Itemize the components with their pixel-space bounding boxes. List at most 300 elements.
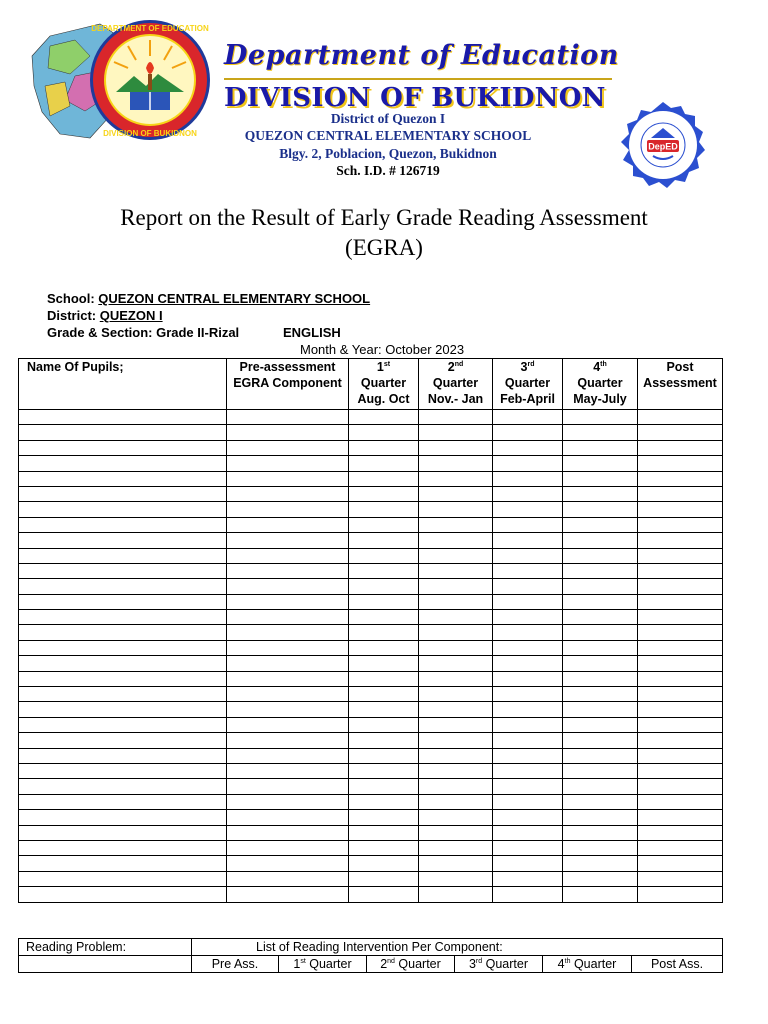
pupil-cell[interactable] (563, 579, 638, 594)
col-header-q4: 4th Quarter May-July (563, 359, 638, 410)
pupil-cell[interactable] (493, 594, 563, 609)
col-q3: 3rd Quarter (455, 956, 543, 973)
pupil-cell[interactable] (419, 410, 493, 425)
pupil-cell[interactable] (227, 748, 349, 763)
pupil-cell[interactable] (349, 733, 419, 748)
pupil-cell[interactable] (563, 502, 638, 517)
col-header-q1: 1st Quarter Aug. Oct (349, 359, 419, 410)
pupil-cell[interactable] (563, 779, 638, 794)
pupil-cell[interactable] (493, 440, 563, 455)
pupil-cell[interactable] (19, 579, 227, 594)
pupil-cell[interactable] (349, 456, 419, 471)
pupil-cell[interactable] (419, 625, 493, 640)
pupil-cell[interactable] (638, 456, 723, 471)
pupil-cell[interactable] (19, 425, 227, 440)
pupil-cell[interactable] (638, 748, 723, 763)
pupil-cell[interactable] (563, 702, 638, 717)
pupil-cell[interactable] (563, 748, 638, 763)
pupil-cell[interactable] (638, 702, 723, 717)
pupil-cell[interactable] (349, 871, 419, 886)
pupil-cell[interactable] (419, 440, 493, 455)
pupil-cell[interactable] (493, 640, 563, 655)
pupil-cell[interactable] (563, 548, 638, 563)
pupil-row (19, 410, 723, 425)
pupil-cell[interactable] (493, 502, 563, 517)
pupil-cell[interactable] (349, 425, 419, 440)
pupil-cell[interactable] (638, 671, 723, 686)
grade-section-line (47, 325, 239, 340)
pupil-row (19, 440, 723, 455)
pupil-cell[interactable] (419, 794, 493, 809)
pupil-cell[interactable] (349, 748, 419, 763)
pupil-cell[interactable] (349, 887, 419, 902)
pupil-cell[interactable] (563, 687, 638, 702)
reading-problem-cell (19, 956, 192, 973)
pupil-cell[interactable] (349, 548, 419, 563)
pupil-cell[interactable] (419, 548, 493, 563)
pupil-cell[interactable] (638, 794, 723, 809)
pupil-cell[interactable] (19, 610, 227, 625)
pupil-row (19, 579, 723, 594)
pupil-cell[interactable] (227, 610, 349, 625)
pupil-row (19, 763, 723, 778)
pupil-cell[interactable] (563, 471, 638, 486)
grade-section: Grade & Section: Grade II-Rizal (47, 325, 240, 340)
pupil-cell[interactable] (563, 856, 638, 871)
pupil-cell[interactable] (227, 825, 349, 840)
pupil-cell[interactable] (227, 810, 349, 825)
pupil-cell[interactable] (493, 748, 563, 763)
intervention-title: List of Reading Intervention Per Component: (192, 939, 723, 956)
pupil-row (19, 548, 723, 563)
pupil-cell[interactable] (227, 779, 349, 794)
pupil-cell[interactable] (563, 733, 638, 748)
pupil-cell[interactable] (419, 717, 493, 732)
pupil-cell[interactable] (349, 671, 419, 686)
pupil-cell[interactable] (638, 825, 723, 840)
pupil-cell[interactable] (638, 517, 723, 532)
pupil-cell[interactable] (349, 717, 419, 732)
pupil-cell[interactable] (349, 687, 419, 702)
district-line (47, 308, 163, 323)
pupil-cell[interactable] (493, 717, 563, 732)
pupil-cell[interactable] (638, 610, 723, 625)
pupil-cell[interactable] (419, 763, 493, 778)
pupil-cell[interactable] (227, 440, 349, 455)
pupil-cell[interactable] (19, 548, 227, 563)
pupil-cell[interactable] (227, 733, 349, 748)
pupil-cell[interactable] (419, 887, 493, 902)
pupil-row (19, 471, 723, 486)
pupil-cell[interactable] (19, 640, 227, 655)
pupil-cell[interactable] (563, 671, 638, 686)
pupil-row (19, 840, 723, 855)
pupil-cell[interactable] (349, 810, 419, 825)
pupil-cell[interactable] (563, 533, 638, 548)
pupil-cell[interactable] (638, 533, 723, 548)
col-q1: 1st Quarter (279, 956, 367, 973)
pupil-cell[interactable] (419, 748, 493, 763)
pupil-cell[interactable] (638, 471, 723, 486)
col-pre-ass: Pre Ass. (192, 956, 279, 973)
pupil-cell[interactable] (563, 440, 638, 455)
pupil-cell[interactable] (19, 871, 227, 886)
pupil-cell[interactable] (419, 840, 493, 855)
pupil-cell[interactable] (19, 502, 227, 517)
pupil-cell[interactable] (493, 410, 563, 425)
pupil-cell[interactable] (227, 887, 349, 902)
pupil-cell[interactable] (419, 502, 493, 517)
pupil-cell[interactable] (638, 502, 723, 517)
pupil-cell[interactable] (19, 517, 227, 532)
month-year: Month & Year: October 2023 (300, 342, 465, 357)
pupil-cell[interactable] (638, 687, 723, 702)
pupil-cell[interactable] (638, 779, 723, 794)
pupil-cell[interactable] (349, 610, 419, 625)
pupil-cell[interactable] (563, 887, 638, 902)
pupil-row (19, 533, 723, 548)
pupil-cell[interactable] (419, 871, 493, 886)
pupil-cell[interactable] (638, 594, 723, 609)
school-id: Sch. I.D. # 126719 (336, 163, 440, 178)
pupil-cell[interactable] (227, 533, 349, 548)
reading-intervention-table (18, 938, 723, 973)
pupil-cell[interactable] (493, 533, 563, 548)
intervention-title-row (19, 939, 723, 956)
pupil-cell[interactable] (419, 856, 493, 871)
col-q4: 4th Quarter (543, 956, 632, 973)
pupil-cell[interactable] (349, 702, 419, 717)
pupil-cell[interactable] (349, 486, 419, 501)
pupil-cell[interactable] (493, 733, 563, 748)
pupil-cell[interactable] (227, 625, 349, 640)
pupil-cell[interactable] (493, 425, 563, 440)
school-label: School: (47, 291, 95, 306)
pupil-cell[interactable] (19, 594, 227, 609)
pupil-cell[interactable] (227, 456, 349, 471)
pupil-cell[interactable] (493, 825, 563, 840)
pupil-cell[interactable] (419, 425, 493, 440)
pupil-cell[interactable] (227, 717, 349, 732)
pupil-row (19, 656, 723, 671)
pupil-cell[interactable] (638, 887, 723, 902)
title-rule (224, 78, 612, 80)
pupil-cell[interactable] (563, 456, 638, 471)
pupil-cell[interactable] (227, 425, 349, 440)
pupil-cell[interactable] (227, 548, 349, 563)
pupil-cell[interactable] (419, 640, 493, 655)
col-header-pre-assessment: Pre-assessment EGRA Component (227, 359, 349, 410)
pupil-cell[interactable] (227, 594, 349, 609)
pupil-cell[interactable] (563, 625, 638, 640)
pupil-cell[interactable] (419, 779, 493, 794)
pupil-cell[interactable] (227, 486, 349, 501)
pupil-cell[interactable] (349, 579, 419, 594)
pupil-cell[interactable] (19, 563, 227, 578)
col-header-q3: 3rd Quarter Feb-April (493, 359, 563, 410)
pupil-cell[interactable] (493, 517, 563, 532)
pupil-row (19, 502, 723, 517)
pupil-cell[interactable] (19, 625, 227, 640)
pupil-cell[interactable] (419, 656, 493, 671)
col-q2: 2nd Quarter (367, 956, 455, 973)
pupil-cell[interactable] (349, 563, 419, 578)
col-header-q2: 2nd Quarter Nov.- Jan (419, 359, 493, 410)
pupil-row (19, 486, 723, 501)
district-value: QUEZON I (99, 308, 163, 323)
pupil-cell[interactable] (227, 563, 349, 578)
pupil-cell[interactable] (349, 825, 419, 840)
pupil-cell[interactable] (227, 502, 349, 517)
pupil-cell[interactable] (419, 517, 493, 532)
pupil-cell[interactable] (19, 656, 227, 671)
pupil-cell[interactable] (563, 810, 638, 825)
pupil-cell[interactable] (419, 733, 493, 748)
pupil-row (19, 825, 723, 840)
pupil-cell[interactable] (419, 533, 493, 548)
pupil-cell[interactable] (493, 563, 563, 578)
pupil-cell[interactable] (227, 840, 349, 855)
table-header-row (19, 359, 723, 410)
pupil-cell[interactable] (638, 440, 723, 455)
pupil-cell[interactable] (563, 825, 638, 840)
pupil-cell[interactable] (563, 594, 638, 609)
pupil-cell[interactable] (493, 687, 563, 702)
pupil-cell[interactable] (19, 856, 227, 871)
pupil-cell[interactable] (493, 548, 563, 563)
department-title: Department of Education (224, 40, 619, 71)
pupil-cell[interactable] (227, 517, 349, 532)
pupil-cell[interactable] (19, 810, 227, 825)
subject: ENGLISH (283, 325, 341, 340)
pupil-cell[interactable] (19, 440, 227, 455)
table-body (19, 410, 723, 903)
report-title-line1: Report on the Result of Early Grade Reading Assessment (120, 205, 648, 230)
pupil-cell[interactable] (349, 517, 419, 532)
pupil-cell[interactable] (638, 410, 723, 425)
svg-text:DEPARTMENT OF EDUCATION: DEPARTMENT OF EDUCATION (91, 24, 209, 33)
pupil-cell[interactable] (563, 517, 638, 532)
intervention-columns-row (19, 956, 723, 973)
pupil-row (19, 594, 723, 609)
pupil-cell[interactable] (493, 810, 563, 825)
pupil-cell[interactable] (19, 410, 227, 425)
pupil-cell[interactable] (419, 671, 493, 686)
pupil-cell[interactable] (563, 840, 638, 855)
pupil-cell[interactable] (563, 656, 638, 671)
pupil-cell[interactable] (493, 625, 563, 640)
pupil-cell[interactable] (419, 486, 493, 501)
pupil-cell[interactable] (638, 486, 723, 501)
pupil-cell[interactable] (493, 856, 563, 871)
pupil-cell[interactable] (493, 579, 563, 594)
pupil-cell[interactable] (227, 763, 349, 778)
school-seal (617, 100, 709, 190)
school-line (47, 291, 370, 306)
pupil-cell[interactable] (493, 887, 563, 902)
pupil-cell[interactable] (563, 871, 638, 886)
pupil-cell[interactable] (227, 579, 349, 594)
pupil-cell[interactable] (563, 610, 638, 625)
pupil-cell[interactable] (419, 810, 493, 825)
pupil-cell[interactable] (227, 471, 349, 486)
pupil-cell[interactable] (349, 440, 419, 455)
pupil-row (19, 717, 723, 732)
pupil-cell[interactable] (349, 656, 419, 671)
pupil-row (19, 748, 723, 763)
pupil-cell[interactable] (638, 763, 723, 778)
pupil-cell[interactable] (493, 763, 563, 778)
pupil-row (19, 794, 723, 809)
pupil-cell[interactable] (19, 779, 227, 794)
pupil-row (19, 733, 723, 748)
col-header-post-assessment: Post Assessment (638, 359, 723, 410)
pupil-cell[interactable] (19, 702, 227, 717)
pupil-cell[interactable] (419, 825, 493, 840)
pupil-cell[interactable] (638, 563, 723, 578)
pupil-cell[interactable] (493, 610, 563, 625)
pupil-cell[interactable] (493, 656, 563, 671)
pupil-cell[interactable] (493, 702, 563, 717)
district-label: District: (47, 308, 97, 323)
school-name: QUEZON CENTRAL ELEMENTARY SCHOOL (244, 128, 532, 143)
division-title: DIVISION OF BUKIDNON (224, 83, 606, 113)
pupil-cell[interactable] (19, 471, 227, 486)
pupil-cell[interactable] (227, 794, 349, 809)
pupil-cell[interactable] (563, 763, 638, 778)
pupil-cell[interactable] (349, 471, 419, 486)
pupil-cell[interactable] (638, 656, 723, 671)
pupil-cell[interactable] (19, 733, 227, 748)
pupil-cell[interactable] (638, 425, 723, 440)
pupil-cell[interactable] (227, 671, 349, 686)
pupil-cell[interactable] (349, 410, 419, 425)
pupil-cell[interactable] (638, 625, 723, 640)
pupil-cell[interactable] (349, 594, 419, 609)
pupil-cell[interactable] (349, 625, 419, 640)
pupil-cell[interactable] (349, 794, 419, 809)
pupil-cell[interactable] (638, 840, 723, 855)
pupil-cell[interactable] (349, 640, 419, 655)
pupil-cell[interactable] (349, 856, 419, 871)
pupil-cell[interactable] (19, 825, 227, 840)
pupil-cell[interactable] (19, 794, 227, 809)
pupil-row (19, 671, 723, 686)
pupil-row (19, 702, 723, 717)
pupil-row (19, 640, 723, 655)
pupil-cell[interactable] (227, 656, 349, 671)
reading-problem-label: Reading Problem: (19, 939, 192, 956)
pupil-cell[interactable] (19, 533, 227, 548)
pupil-cell[interactable] (227, 640, 349, 655)
school-value: QUEZON CENTRAL ELEMENTARY SCHOOL (98, 291, 371, 306)
pupil-cell[interactable] (349, 502, 419, 517)
pupil-cell[interactable] (419, 579, 493, 594)
pupil-cell[interactable] (19, 456, 227, 471)
pupil-cell[interactable] (638, 717, 723, 732)
pupil-cell[interactable] (419, 687, 493, 702)
pupil-cell[interactable] (19, 887, 227, 902)
pupil-cell[interactable] (19, 840, 227, 855)
pupil-cell[interactable] (493, 456, 563, 471)
pupil-cell[interactable] (493, 794, 563, 809)
pupil-cell[interactable] (349, 840, 419, 855)
pupil-cell[interactable] (19, 717, 227, 732)
pupil-cell[interactable] (638, 733, 723, 748)
pupil-cell[interactable] (19, 687, 227, 702)
pupil-cell[interactable] (563, 563, 638, 578)
deped-logo-text: DepED (648, 141, 678, 152)
pupil-row (19, 456, 723, 471)
pupil-row (19, 871, 723, 886)
pupil-cell[interactable] (493, 486, 563, 501)
pupil-row (19, 517, 723, 532)
pupil-cell[interactable] (19, 748, 227, 763)
pupil-row (19, 425, 723, 440)
pupil-cell[interactable] (419, 456, 493, 471)
pupil-cell[interactable] (227, 410, 349, 425)
pupil-cell[interactable] (19, 486, 227, 501)
pupil-row (19, 856, 723, 871)
pupil-cell[interactable] (493, 471, 563, 486)
pupil-row (19, 887, 723, 902)
pupil-cell[interactable] (563, 425, 638, 440)
pupil-cell[interactable] (227, 871, 349, 886)
pupil-cell[interactable] (493, 871, 563, 886)
pupil-cell[interactable] (563, 640, 638, 655)
deped-division-seal (30, 16, 218, 144)
pupil-row (19, 810, 723, 825)
pupil-cell[interactable] (227, 702, 349, 717)
pupil-cell[interactable] (349, 533, 419, 548)
district-name: District of Quezon I (330, 111, 446, 126)
pupil-cell[interactable] (419, 610, 493, 625)
pupil-row (19, 687, 723, 702)
pupil-cell[interactable] (638, 856, 723, 871)
pupil-cell[interactable] (638, 548, 723, 563)
pupil-cell[interactable] (493, 840, 563, 855)
pupil-cell[interactable] (19, 671, 227, 686)
pupil-cell[interactable] (227, 856, 349, 871)
pupil-cell[interactable] (563, 794, 638, 809)
pupil-cell[interactable] (638, 810, 723, 825)
pupil-cell[interactable] (563, 717, 638, 732)
pupil-row (19, 779, 723, 794)
egra-results-table (18, 358, 723, 903)
pupil-cell[interactable] (638, 579, 723, 594)
pupil-cell[interactable] (493, 779, 563, 794)
pupil-cell[interactable] (493, 671, 563, 686)
pupil-cell[interactable] (638, 871, 723, 886)
col-header-name: Name Of Pupils; (19, 359, 227, 410)
pupil-cell[interactable] (419, 563, 493, 578)
pupil-cell[interactable] (419, 471, 493, 486)
report-title (40, 203, 728, 263)
pupil-cell[interactable] (349, 779, 419, 794)
pupil-row (19, 610, 723, 625)
pupil-cell[interactable] (227, 687, 349, 702)
pupil-cell[interactable] (419, 702, 493, 717)
pupil-cell[interactable] (19, 763, 227, 778)
pupil-cell[interactable] (563, 410, 638, 425)
pupil-cell[interactable] (563, 486, 638, 501)
pupil-cell[interactable] (638, 640, 723, 655)
school-address: Blgy. 2, Poblacion, Quezon, Bukidnon (279, 146, 497, 161)
report-title-line2: (EGRA) (345, 235, 423, 260)
pupil-row (19, 625, 723, 640)
pupil-cell[interactable] (349, 763, 419, 778)
pupil-cell[interactable] (419, 594, 493, 609)
